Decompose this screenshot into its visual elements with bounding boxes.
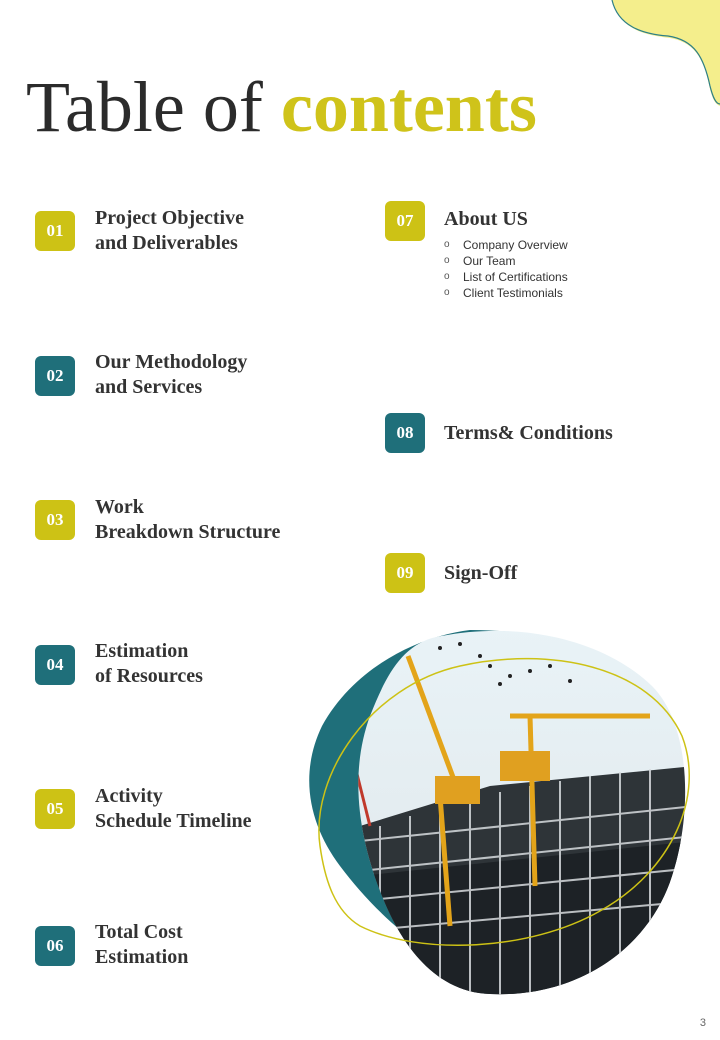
item-label [95,495,280,545]
number-badge: 03 [35,500,75,540]
item-label-line1: Our Methodology [95,351,248,373]
about-us-sublist [444,237,568,301]
item-label-line1: Terms& Conditions [444,422,613,444]
item-label-line2: Schedule Timeline [95,810,252,832]
sublist-item-label: Company Overview [463,238,568,252]
bullet-icon: o [444,271,450,282]
sublist-item[interactable] [444,269,568,285]
item-label-line2: Estimation [95,946,189,968]
bullet-icon: o [444,255,450,266]
number-badge: 06 [35,926,75,966]
item-label-line1: Total Cost [95,921,183,943]
construction-photo [300,626,695,1006]
number-badge: 09 [385,553,425,593]
sublist-item[interactable] [444,285,568,301]
item-label [95,784,252,834]
item-label-line2: and Services [95,376,203,398]
number-badge: 08 [385,413,425,453]
page-number: 3 [699,1017,706,1029]
decorative-blob [600,0,720,110]
sublist-item[interactable] [444,253,568,269]
number-badge: 02 [35,356,75,396]
title-main: Table of [26,67,281,147]
sublist-item-label: List of Certifications [463,270,568,284]
sublist-item-label: Client Testimonials [463,286,563,300]
item-label-line2: Breakdown Structure [95,521,281,543]
item-label-line1: About US [444,208,528,230]
item-label-line1: Work [95,496,144,518]
item-label [95,639,203,689]
number-badge: 05 [35,789,75,829]
item-label-line1: Project Objective [95,207,244,229]
item-label [95,920,188,970]
item-label-line2: of Resources [95,665,203,687]
number-badge: 07 [385,201,425,241]
item-label [444,561,517,586]
title-accent: contents [280,67,537,147]
item-label-line1: Estimation [95,640,189,662]
bullet-icon: o [444,239,450,250]
item-label [95,206,244,256]
number-badge: 04 [35,645,75,685]
sublist-item-label: Our Team [463,254,516,268]
bullet-icon: o [444,287,450,298]
item-label-line2: and Deliverables [95,232,238,254]
item-label [444,207,528,232]
item-label [95,350,247,400]
item-label-line1: Sign-Off [444,562,518,584]
page-title [26,62,537,152]
number-badge: 01 [35,211,75,251]
item-label-line1: Activity [95,785,163,807]
sublist-item[interactable] [444,237,568,253]
item-label [444,421,613,446]
